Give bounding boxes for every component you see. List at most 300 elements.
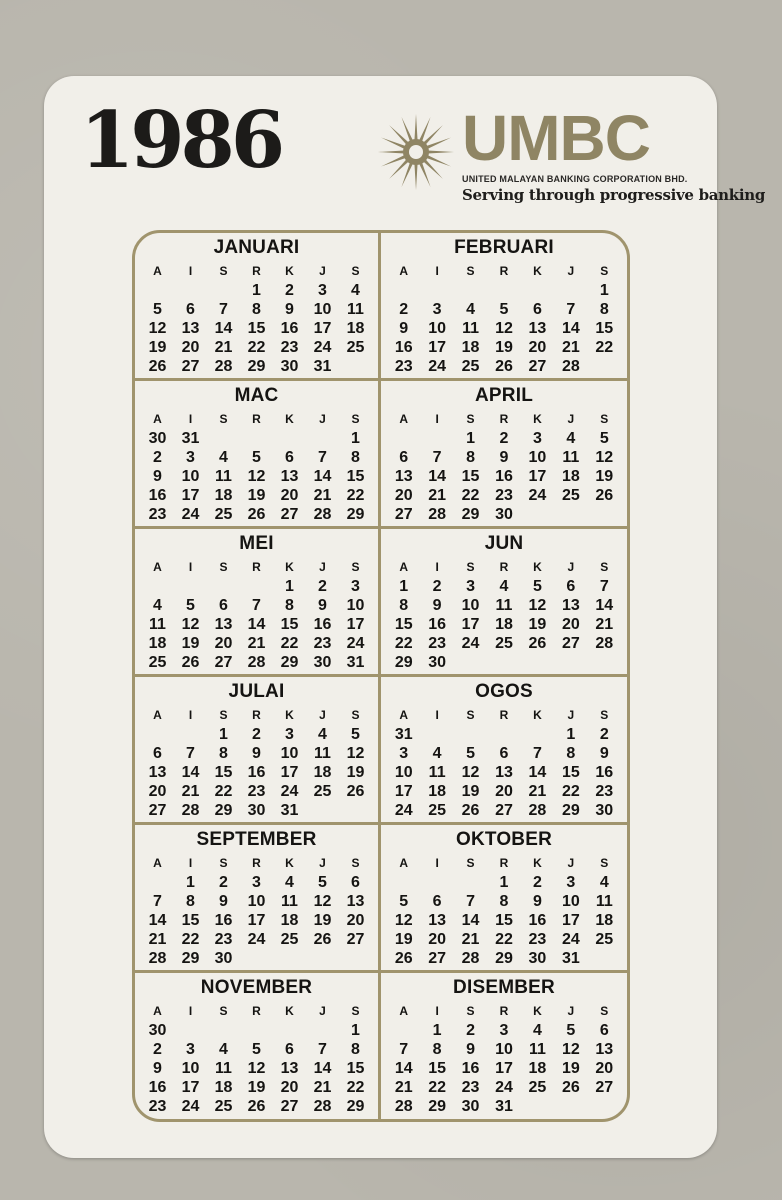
day-cell: 8	[466, 449, 476, 466]
weekday-label: I	[435, 856, 439, 870]
day-cell: 27	[214, 654, 233, 671]
day-cell: 31	[181, 430, 200, 447]
day-cell	[420, 281, 453, 300]
day-grid	[387, 557, 621, 672]
day-cell	[174, 281, 207, 300]
day-cell: 21	[181, 783, 200, 800]
weekday-label: J	[319, 412, 326, 426]
day-cell: 7	[318, 449, 327, 466]
day-cell: 15	[280, 616, 299, 633]
day-cell: 20	[181, 339, 200, 356]
day-cell: 11	[281, 893, 298, 910]
day-cell: 16	[528, 912, 547, 929]
day-cell: 30	[214, 950, 233, 967]
day-cell: 17	[181, 1079, 200, 1096]
day-cell: 30	[280, 358, 299, 375]
weekday-label: A	[153, 264, 162, 278]
day-cell: 15	[247, 320, 266, 337]
day-cell: 10	[313, 301, 332, 318]
day-cell: 4	[566, 430, 576, 447]
weekday-label: R	[499, 264, 509, 278]
day-cell: 28	[181, 802, 200, 819]
day-cell: 14	[148, 912, 167, 929]
day-cell: 31	[313, 358, 332, 375]
day-cell: 13	[595, 1041, 614, 1058]
day-cell: 11	[528, 1041, 546, 1058]
month-name: APRIL	[475, 385, 533, 406]
day-cell: 28	[561, 358, 580, 375]
day-cell: 30	[247, 802, 266, 819]
day-cell: 25	[346, 339, 365, 356]
day-cell: 9	[466, 1041, 476, 1058]
weekday-label: R	[252, 856, 261, 870]
month-block	[381, 529, 627, 677]
day-cell	[454, 873, 487, 892]
day-cell: 10	[495, 1041, 513, 1058]
weekday-label: I	[188, 1004, 193, 1018]
day-cell: 24	[181, 506, 200, 523]
month-block	[381, 677, 627, 825]
month-name: MAC	[234, 385, 279, 406]
day-grid	[387, 1001, 621, 1116]
day-cell: 30	[461, 1098, 480, 1115]
day-cell: 9	[153, 1060, 162, 1077]
day-cell: 18	[214, 487, 233, 504]
weekday-label: S	[600, 412, 609, 426]
day-cell: 3	[399, 745, 409, 762]
day-cell: 11	[149, 616, 166, 633]
day-cell	[521, 653, 554, 672]
day-cell: 12	[247, 468, 266, 485]
weekday-label: I	[188, 560, 193, 574]
month-name: OGOS	[475, 681, 533, 702]
day-cell	[554, 1097, 587, 1116]
day-cell	[521, 1097, 554, 1116]
day-cell: 28	[394, 1098, 413, 1115]
day-cell	[387, 281, 420, 300]
day-cell: 6	[285, 1041, 294, 1058]
day-cell: 29	[280, 654, 299, 671]
weekday-label: S	[600, 560, 609, 574]
day-grid	[141, 261, 372, 376]
day-cell: 28	[461, 950, 480, 967]
day-cell: 13	[280, 1060, 299, 1077]
day-cell: 21	[148, 931, 167, 948]
day-cell: 5	[351, 726, 360, 743]
day-cell: 25	[495, 635, 513, 652]
weekday-label: S	[600, 1004, 609, 1018]
day-cell: 11	[562, 449, 580, 466]
day-grid	[141, 705, 372, 820]
weekday-label: K	[285, 708, 294, 722]
day-cell: 30	[595, 802, 614, 819]
month-name: JANUARI	[213, 237, 300, 258]
day-cell: 16	[214, 912, 233, 929]
day-cell: 14	[313, 1060, 332, 1077]
day-cell: 15	[561, 764, 580, 781]
day-cell: 17	[346, 616, 365, 633]
day-cell: 15	[428, 1060, 447, 1077]
day-cell: 11	[462, 320, 480, 337]
weekday-label: R	[499, 1004, 509, 1018]
month-block	[135, 529, 381, 677]
day-cell	[141, 725, 174, 744]
day-cell: 13	[346, 893, 365, 910]
day-cell: 22	[461, 487, 480, 504]
day-cell: 30	[528, 950, 547, 967]
day-cell: 13	[214, 616, 233, 633]
day-cell: 10	[280, 745, 299, 762]
day-cell: 1	[351, 430, 360, 447]
weekday-label: S	[466, 560, 475, 574]
day-cell: 22	[561, 783, 580, 800]
day-cell: 20	[595, 1060, 614, 1077]
month-name: MEI	[239, 533, 274, 554]
weekday-label: R	[499, 708, 509, 722]
day-cell: 4	[599, 874, 609, 891]
day-cell: 17	[461, 616, 480, 633]
day-cell: 29	[346, 506, 365, 523]
day-cell: 14	[595, 597, 614, 614]
day-cell: 17	[313, 320, 332, 337]
day-cell: 20	[214, 635, 233, 652]
day-cell: 18	[428, 783, 447, 800]
weekday-label: R	[252, 412, 261, 426]
day-cell: 9	[599, 745, 609, 762]
day-cell: 26	[346, 783, 365, 800]
day-cell: 7	[318, 1041, 327, 1058]
weekday-label: K	[285, 1004, 294, 1018]
day-cell: 19	[528, 616, 547, 633]
day-cell: 23	[495, 487, 513, 504]
day-cell: 8	[599, 301, 609, 318]
day-cell: 8	[186, 893, 195, 910]
day-cell: 28	[595, 635, 614, 652]
weekday-label: A	[153, 708, 162, 722]
day-cell: 24	[181, 1098, 200, 1115]
weekday-label: K	[533, 708, 542, 722]
day-cell: 16	[148, 487, 167, 504]
day-cell: 23	[528, 931, 547, 948]
day-cell: 24	[394, 802, 413, 819]
day-cell: 23	[148, 506, 167, 523]
day-cell: 13	[181, 320, 200, 337]
day-cell: 16	[280, 320, 299, 337]
weekday-label: S	[351, 856, 360, 870]
weekday-label: S	[466, 708, 475, 722]
day-cell: 1	[351, 1022, 360, 1039]
day-cell: 2	[466, 1022, 476, 1039]
weekday-label: K	[285, 412, 294, 426]
month-block	[381, 825, 627, 973]
month-block	[135, 233, 381, 381]
day-cell: 5	[252, 449, 261, 466]
day-cell: 25	[428, 802, 447, 819]
day-cell: 5	[399, 893, 409, 910]
day-cell: 31	[280, 802, 299, 819]
day-cell: 24	[280, 783, 299, 800]
day-cell: 7	[186, 745, 195, 762]
day-cell	[387, 429, 420, 448]
day-cell: 1	[285, 578, 294, 595]
day-cell: 26	[148, 358, 167, 375]
day-cell: 26	[247, 506, 266, 523]
day-cell: 26	[595, 487, 614, 504]
day-cell: 23	[313, 635, 332, 652]
day-cell	[207, 429, 240, 448]
day-cell: 20	[280, 487, 299, 504]
day-cell: 5	[599, 430, 609, 447]
day-grid	[141, 1001, 372, 1116]
day-cell: 1	[186, 874, 195, 891]
day-cell: 28	[313, 506, 332, 523]
day-cell: 6	[399, 449, 409, 466]
day-cell: 13	[561, 597, 580, 614]
day-cell: 19	[561, 1060, 580, 1077]
weekday-label: J	[319, 856, 326, 870]
day-cell: 12	[181, 616, 200, 633]
weekday-label: A	[153, 412, 162, 426]
weekday-label: I	[188, 856, 193, 870]
day-cell: 21	[528, 783, 547, 800]
day-cell: 10	[181, 1060, 200, 1077]
day-cell: 20	[428, 931, 447, 948]
weekday-label: J	[319, 708, 326, 722]
day-cell: 6	[432, 893, 442, 910]
day-cell: 18	[148, 635, 167, 652]
calendar-grid	[132, 230, 630, 1122]
day-cell	[454, 653, 487, 672]
day-cell: 3	[252, 874, 261, 891]
day-cell: 30	[313, 654, 332, 671]
day-cell	[141, 281, 174, 300]
weekday-label: J	[567, 708, 575, 722]
day-cell: 19	[313, 912, 332, 929]
day-cell: 15	[181, 912, 200, 929]
day-cell: 7	[566, 301, 576, 318]
day-cell: 19	[495, 339, 513, 356]
day-cell: 2	[499, 430, 509, 447]
day-grid	[141, 409, 372, 524]
month-block	[381, 973, 627, 1119]
day-cell: 17	[247, 912, 266, 929]
day-cell: 22	[346, 1079, 365, 1096]
company-name: UNITED MALAYAN BANKING CORPORATION BHD.	[462, 174, 688, 184]
day-cell: 27	[528, 358, 547, 375]
day-cell: 17	[181, 487, 200, 504]
weekday-label: K	[533, 264, 542, 278]
day-cell: 24	[247, 931, 266, 948]
day-cell: 23	[214, 931, 233, 948]
day-cell: 20	[280, 1079, 299, 1096]
day-cell: 20	[394, 487, 413, 504]
day-cell: 25	[214, 506, 233, 523]
day-cell: 2	[219, 874, 228, 891]
day-cell: 22	[394, 635, 413, 652]
weekday-label: S	[351, 1004, 360, 1018]
day-cell	[273, 1021, 306, 1040]
day-cell: 27	[346, 931, 365, 948]
day-cell: 18	[280, 912, 299, 929]
day-cell: 3	[566, 874, 576, 891]
day-cell: 22	[280, 635, 299, 652]
day-cell: 27	[561, 635, 580, 652]
day-cell: 6	[499, 745, 509, 762]
day-cell: 16	[148, 1079, 167, 1096]
weekday-label: S	[466, 264, 475, 278]
day-cell	[306, 1021, 339, 1040]
day-cell: 1	[219, 726, 228, 743]
day-cell: 16	[495, 468, 513, 485]
day-cell: 19	[247, 1079, 266, 1096]
day-cell: 22	[495, 931, 513, 948]
day-cell: 31	[495, 1098, 513, 1115]
day-cell: 11	[428, 764, 446, 781]
weekday-label: K	[285, 856, 294, 870]
day-cell: 26	[394, 950, 413, 967]
day-cell: 11	[215, 1060, 232, 1077]
day-cell: 24	[495, 1079, 513, 1096]
day-cell: 21	[561, 339, 580, 356]
day-cell: 26	[495, 358, 513, 375]
day-cell: 2	[432, 578, 442, 595]
day-cell	[588, 1097, 621, 1116]
day-cell	[240, 1021, 273, 1040]
day-cell: 9	[219, 893, 228, 910]
day-cell: 19	[595, 468, 614, 485]
day-cell: 31	[561, 950, 580, 967]
day-cell: 24	[528, 487, 547, 504]
weekday-label: A	[399, 264, 409, 278]
day-cell	[454, 725, 487, 744]
day-cell: 3	[532, 430, 542, 447]
day-cell: 7	[399, 1041, 409, 1058]
day-grid	[387, 261, 621, 376]
day-cell: 21	[394, 1079, 413, 1096]
weekday-label: I	[435, 560, 439, 574]
day-cell: 3	[285, 726, 294, 743]
day-cell: 29	[561, 802, 580, 819]
day-cell: 24	[461, 635, 480, 652]
day-cell	[487, 725, 520, 744]
day-cell	[588, 949, 621, 968]
day-cell: 6	[351, 874, 360, 891]
month-name: DISEMBER	[453, 977, 555, 998]
day-cell: 16	[247, 764, 266, 781]
day-cell: 7	[599, 578, 609, 595]
day-cell: 7	[153, 893, 162, 910]
day-cell	[420, 873, 453, 892]
day-cell: 2	[252, 726, 261, 743]
day-cell	[174, 1021, 207, 1040]
weekday-label: J	[319, 264, 326, 278]
day-cell: 19	[247, 487, 266, 504]
day-cell: 29	[214, 802, 233, 819]
day-cell: 10	[561, 893, 580, 910]
day-cell: 2	[285, 282, 294, 299]
day-cell: 13	[495, 764, 513, 781]
day-cell: 1	[566, 726, 576, 743]
weekday-label: S	[600, 264, 609, 278]
day-cell: 17	[428, 339, 447, 356]
day-cell	[339, 801, 372, 820]
weekday-label: S	[219, 412, 228, 426]
weekday-label: S	[466, 1004, 475, 1018]
tagline: Serving through progressive banking	[462, 186, 766, 204]
day-cell: 25	[561, 487, 580, 504]
day-cell: 23	[394, 358, 413, 375]
day-cell: 27	[280, 1098, 299, 1115]
day-cell: 14	[528, 764, 547, 781]
day-cell: 1	[252, 282, 261, 299]
day-cell: 12	[313, 893, 332, 910]
weekday-label: S	[466, 412, 475, 426]
day-cell: 12	[495, 320, 513, 337]
month-name: OKTOBER	[455, 829, 553, 850]
day-cell: 27	[181, 358, 200, 375]
day-cell: 3	[499, 1022, 509, 1039]
day-cell: 15	[394, 616, 413, 633]
weekday-label: S	[600, 708, 609, 722]
day-cell: 20	[346, 912, 365, 929]
day-cell: 2	[153, 449, 162, 466]
weekday-label: S	[351, 412, 360, 426]
day-cell	[339, 949, 372, 968]
day-cell: 1	[399, 578, 409, 595]
weekday-label: S	[351, 708, 360, 722]
day-cell: 5	[532, 578, 542, 595]
day-cell: 26	[181, 654, 200, 671]
day-cell: 9	[153, 468, 162, 485]
day-cell: 3	[466, 578, 476, 595]
day-cell: 29	[428, 1098, 447, 1115]
day-cell: 18	[346, 320, 365, 337]
day-cell: 14	[461, 912, 480, 929]
month-name: NOVEMBER	[200, 977, 313, 998]
day-cell: 12	[148, 320, 167, 337]
day-cell: 28	[428, 506, 447, 523]
day-cell: 8	[499, 893, 509, 910]
day-cell: 12	[247, 1060, 266, 1077]
weekday-label: K	[285, 264, 294, 278]
day-cell: 14	[214, 320, 233, 337]
day-cell: 4	[153, 597, 162, 614]
day-cell	[306, 949, 339, 968]
day-cell	[487, 653, 520, 672]
day-cell: 29	[461, 506, 480, 523]
day-cell: 19	[461, 783, 480, 800]
day-cell: 27	[495, 802, 513, 819]
weekday-label: J	[319, 560, 326, 574]
weekday-label: J	[567, 1004, 575, 1018]
weekday-label: J	[567, 856, 575, 870]
day-cell: 15	[214, 764, 233, 781]
weekday-label: A	[399, 560, 409, 574]
day-cell	[240, 429, 273, 448]
day-cell: 20	[495, 783, 513, 800]
day-cell: 2	[399, 301, 409, 318]
day-cell: 16	[461, 1060, 480, 1077]
day-cell: 3	[186, 1041, 195, 1058]
month-name: SEPTEMBER	[196, 829, 317, 850]
day-cell: 18	[495, 616, 513, 633]
weekday-label: A	[153, 1004, 162, 1018]
day-cell: 20	[148, 783, 167, 800]
year-title: 1986	[80, 95, 282, 186]
weekday-label: S	[219, 1004, 228, 1018]
weekday-label: J	[567, 412, 575, 426]
day-cell: 18	[461, 339, 480, 356]
